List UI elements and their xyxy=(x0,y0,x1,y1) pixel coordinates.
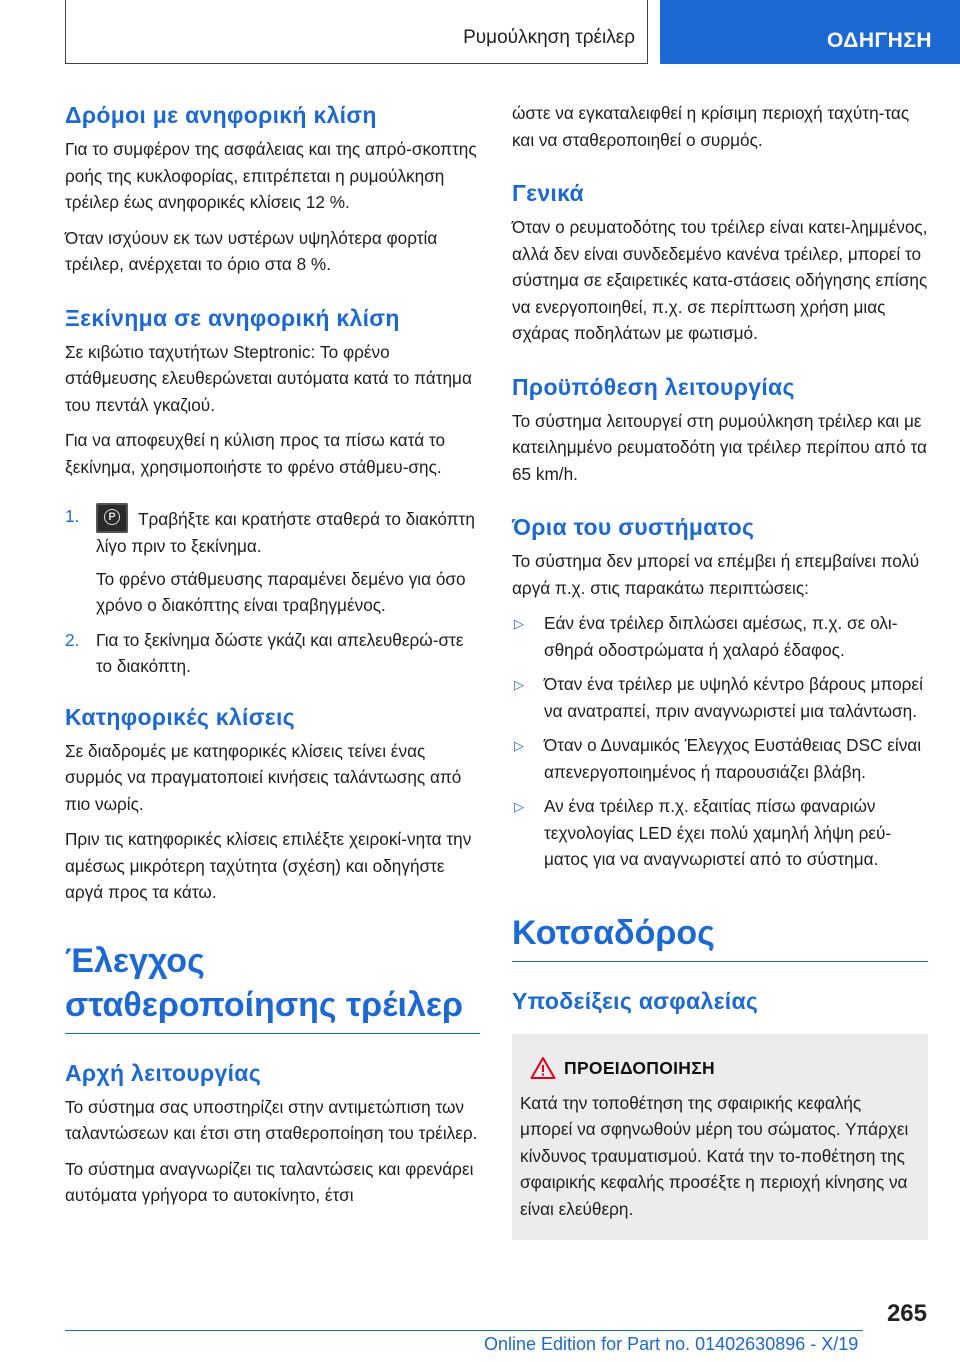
list-item-text: Όταν ο Δυναμικός Έλεγχος Ευστάθειας DSC είναι απενεργοποιημένος ή παρουσιάζει βλάβη. xyxy=(544,735,922,782)
step-text: Για το ξεκίνημα δώστε γκάζι και απελευθερώ-στε το διακόπτη. xyxy=(96,629,464,676)
header-frame xyxy=(65,0,648,64)
page-number: 265 xyxy=(886,1300,927,1327)
list-item-text: Εάν ένα τρέιλερ διπλώσει αμέσως, π.χ. σε ολι-σθηρά οδοστρώματα ή χαλαρό έδαφος. xyxy=(544,613,898,660)
paragraph: Για να αποφευχθεί η κύλιση προς τα πίσω κατά το ξεκίνημα, χρησιμοποιήστε το φρένο στάθμευ-σης. xyxy=(65,430,446,477)
paragraph: Σε διαδρομές με κατηφορικές κλίσεις τείνει ένας συρμός να πραγματοποιεί κινήσεις ταλάντωσης από πιο νωρίς. xyxy=(65,740,462,814)
list-item-text: Όταν ένα τρέιλερ με υψηλό κέντρο βάρους μπορεί να ανατραπεί, πριν αναγνωριστεί μια ταλάντωση. xyxy=(544,674,923,721)
heading-general: Γενικά xyxy=(512,180,584,206)
list-item xyxy=(512,610,928,663)
step-item xyxy=(65,503,480,619)
paragraph: Το σύστημα αναγνωρίζει τις ταλαντώσεις και φρενάρει αυτόματα γρήγορα το αυτοκίνητο, έτσι xyxy=(65,1158,474,1205)
paragraph: ώστε να εγκαταλειφθεί η κρίσιμη περιοχή ταχύτη-τας και να σταθεροποιηθεί ο συρμός. xyxy=(512,103,910,150)
step-number: 2. xyxy=(65,629,80,650)
list-item xyxy=(512,732,928,785)
bullet-triangle-icon: ▷ xyxy=(514,616,524,631)
bullet-triangle-icon: ▷ xyxy=(514,738,524,753)
footer-divider xyxy=(65,1330,863,1331)
heading-hill-start: Ξεκίνημα σε ανηφορική κλίση xyxy=(65,304,400,331)
heading-trailer-stabilization: Έλεγχος σταθεροποίησης τρέιλερ xyxy=(65,941,464,1024)
warning-triangle-icon xyxy=(530,1056,556,1080)
heading-requirement: Προϋπόθεση λειτουργίας xyxy=(512,373,795,400)
paragraph: Πριν τις κατηφορικές κλίσεις επιλέξτε χειροκί-νητα την αμέσως μικρότερη ταχύτητα (σχέση) και οδηγήστε αργά προς τα κάτω. xyxy=(65,829,472,902)
paragraph: Το σύστημα δεν μπορεί να επέμβει ή επεμβαίνει πολύ αργά π.χ. στις παρακάτω περιπτώσεις: xyxy=(512,551,920,598)
chapter-tab[interactable]: ΟΔΗΓΗΣΗ xyxy=(660,0,960,64)
step-text: Τραβήξτε και κρατήστε σταθερά το διακόπτη λίγο πριν το ξεκίνημα. xyxy=(96,509,475,556)
heading-tow-hitch: Κοτσαδόρος xyxy=(512,913,715,952)
step-item xyxy=(65,627,480,680)
warning-box xyxy=(512,1034,928,1241)
running-section-title: Ρυμούλκηση τρέιλερ xyxy=(463,27,635,48)
paragraph: Σε κιβώτιο ταχυτήτων Steptronic: Το φρένο στάθμευσης ελευθερώνεται αυτόματα κατά το πάτημα του πεντάλ γκαζιού. xyxy=(65,341,472,415)
left-column xyxy=(65,100,480,1218)
paragraph: Το σύστημα λειτουργεί στη ρυμούλκηση τρέιλερ και με κατειλημμένο ρευματοδότη για τρέιλερ περίπου από τα 65 km/h. xyxy=(512,410,927,484)
bullet-triangle-icon: ▷ xyxy=(514,677,524,692)
edition-text: Online Edition for Part no. 01402630896 - X/19 xyxy=(484,1334,859,1354)
parking-brake-switch-icon xyxy=(96,503,128,533)
heading-limits: Όρια του συστήματος xyxy=(512,514,755,540)
heading-principle: Αρχή λειτουργίας xyxy=(65,1059,261,1086)
right-column xyxy=(512,100,928,1240)
paragraph: Για το συμφέρον της ασφάλειας και της απρό-σκοπτης ροής της κυκλοφορίας, επιτρέπεται η ρυμούλκηση τρέιλερ έως ανηφορικές κλίσεις 12 %. xyxy=(65,139,477,212)
step-list xyxy=(65,503,480,680)
bullet-list xyxy=(512,610,928,873)
paragraph: Το σύστημα σας υποστηρίζει στην αντιμετώπιση των ταλαντώσεων και έτσι στη σταθεροποίηση του τρέιλερ. xyxy=(65,1096,478,1143)
step-number: 1. xyxy=(65,506,80,526)
heading-safety-notes: Υποδείξεις ασφαλείας xyxy=(512,987,759,1014)
step-subtext: Το φρένο στάθμευσης παραμένει δεμένο για όσο χρόνο ο διακόπτης είναι τραβηγμένος. xyxy=(96,568,466,615)
heading-downhill: Κατηφορικές κλίσεις xyxy=(65,703,295,730)
heading-uphill: Δρόμοι με ανηφορική κλίση xyxy=(65,102,377,128)
warning-text: Κατά την τοποθέτηση της σφαιρικής κεφαλής μπορεί να σφηνωθούν μέρη του σώματος. Υπάρχει κίνδυνος τραυματισμού. Κατά την το-ποθέτηση της σφαιρικής κεφαλής προσέξτε η περιοχή κίνησης να είναι ελεύθερη. xyxy=(520,1092,909,1219)
bullet-triangle-icon: ▷ xyxy=(514,799,524,814)
warning-title: ΠΡΟΕΙΔΟΠΟΙΗΣΗ xyxy=(564,1057,715,1078)
paragraph: Όταν ισχύουν εκ των υστέρων υψηλότερα φορτία τρέιλερ, ανέρχεται το όριο στα 8 %. xyxy=(65,227,438,274)
list-item xyxy=(512,793,928,873)
list-item-text: Αν ένα τρέιλερ π.χ. εξαιτίας πίσω φαναριών τεχνολογίας LED έχει πολύ χαμηλή λήψη ρεύ-ματος για να αναγνωριστεί από το σύστημα. xyxy=(544,796,892,869)
list-item xyxy=(512,671,928,724)
paragraph: Όταν ο ρευματοδότης του τρέιλερ είναι κατει-λημμένος, αλλά δεν είναι συνδεδεμένο κανένα τρέιλερ, μπορεί το σύστημα σε εξαιρετικές κατα-στάσεις οδήγησης επίσης να ενεργοποιηθεί, π.χ. σε περίπτωση χρήση μιας σχάρας ποδηλάτων με φωτισμό. xyxy=(512,217,928,343)
